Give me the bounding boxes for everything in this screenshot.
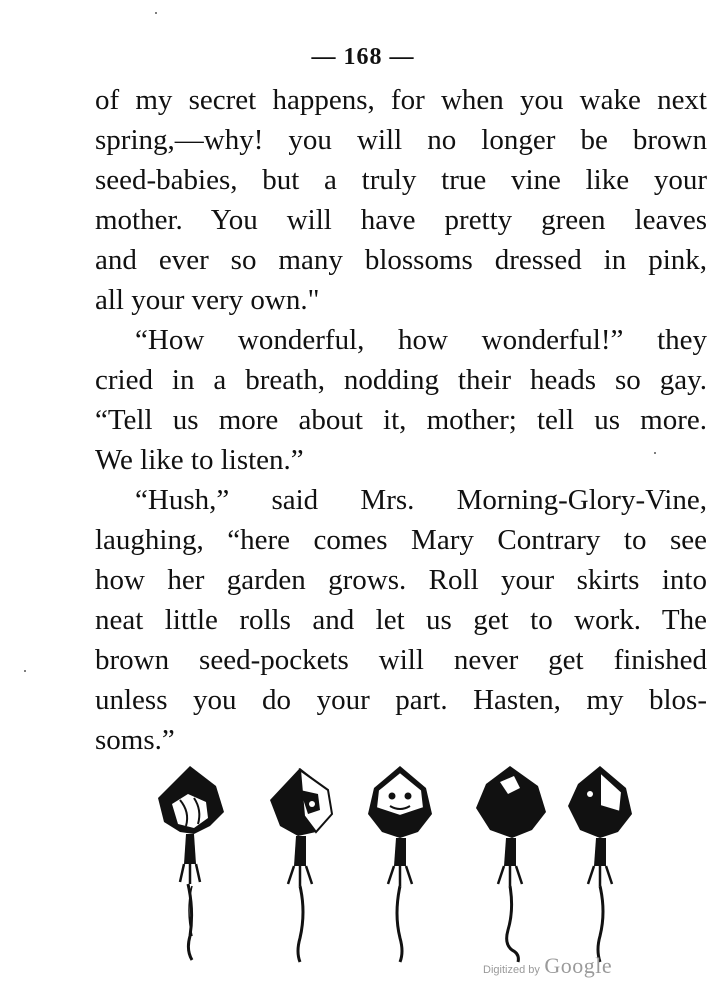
page-number: — 168 — — [311, 44, 415, 70]
text-line: unless you do your part. Hasten, my blos- — [95, 684, 707, 716]
text-line: “Hush,” said Mrs. Morning-Glory-Vine, — [135, 484, 707, 516]
morning-glory-flower-icon — [470, 760, 550, 965]
digitized-watermark — [483, 953, 612, 979]
text-line: how her garden grows. Roll your skirts into — [95, 564, 707, 596]
print-speck — [24, 670, 26, 672]
text-line: spring,—why! you will no longer be brown — [95, 124, 707, 156]
morning-glory-illustration — [150, 760, 620, 965]
text-line: cried in a breath, nodding their heads so gay. — [95, 364, 707, 396]
text-line: laughing, “here comes Mary Contrary to see — [95, 524, 707, 556]
text-line: all your very own." — [95, 284, 320, 316]
text-line: We like to listen.” — [95, 444, 304, 476]
text-line: mother. You will have pretty green leaves — [95, 204, 707, 236]
text-line: brown seed-pockets will never get finished — [95, 644, 707, 676]
text-line: and ever so many blossoms dressed in pink, — [95, 244, 707, 276]
morning-glory-flower-icon — [150, 760, 230, 965]
morning-glory-flower-icon — [260, 760, 340, 965]
morning-glory-flower-icon — [560, 760, 640, 965]
text-line: “Tell us more about it, mother; tell us more. — [95, 404, 707, 436]
print-speck — [654, 452, 656, 454]
text-line: seed-babies, but a truly true vine like your — [95, 164, 707, 196]
text-line: “How wonderful, how wonderful!” they — [135, 324, 707, 356]
morning-glory-flower-icon — [360, 760, 440, 965]
text-line: of my secret happens, for when you wake next — [95, 84, 707, 116]
text-line: neat little rolls and let us get to work. The — [95, 604, 707, 636]
watermark-brand: Google — [544, 953, 613, 978]
text-line: soms.” — [95, 724, 175, 756]
print-speck — [155, 12, 157, 14]
body-text — [95, 80, 707, 760]
watermark-prefix: Digitized by — [483, 964, 540, 976]
